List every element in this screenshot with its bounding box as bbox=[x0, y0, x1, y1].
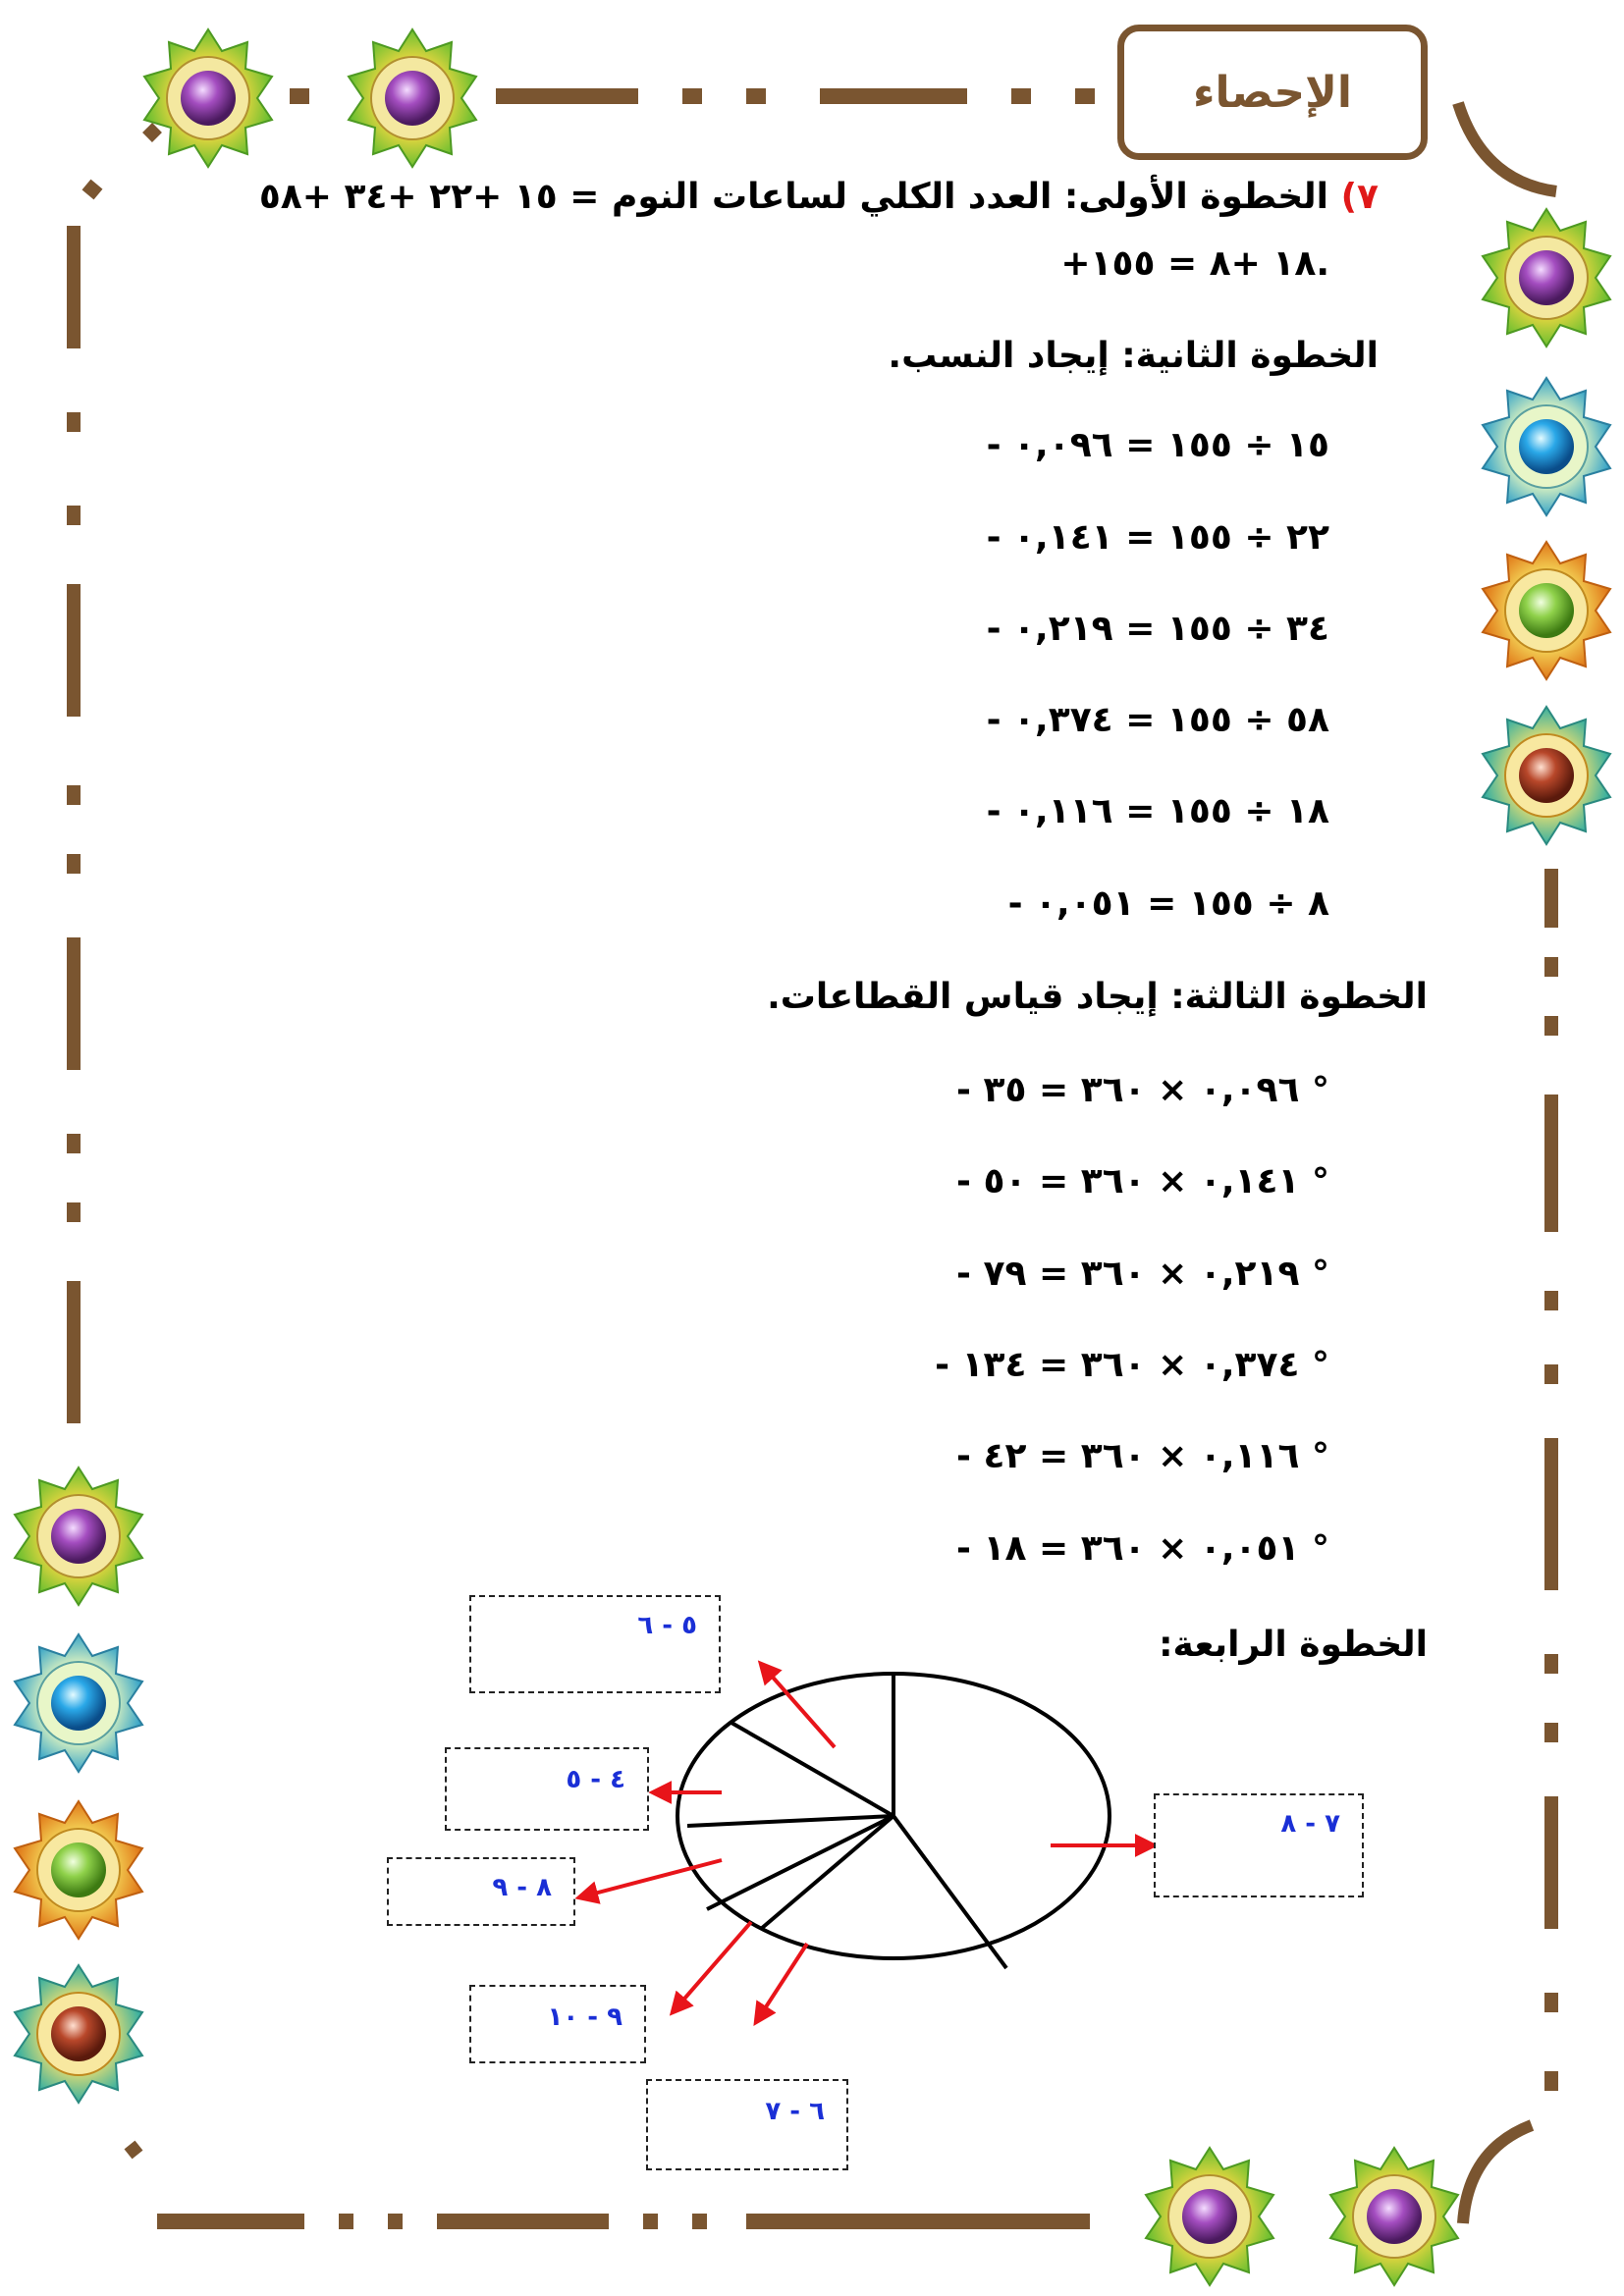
page-title: الإحصاء bbox=[1193, 67, 1352, 118]
slice-label-box bbox=[469, 1595, 721, 1693]
slice-label: ٨ - ٩ bbox=[492, 1873, 552, 1902]
slice-label-box bbox=[469, 1985, 646, 2063]
slice-label-box bbox=[1154, 1793, 1364, 1897]
angle-line: - ٠,١١٦ × ٣٦٠ = ٤٢ ° bbox=[956, 1436, 1329, 1476]
angle-line: - ٠,٠٩٦ × ٣٦٠ = ٣٥ ° bbox=[956, 1070, 1329, 1110]
slice-label-box bbox=[445, 1747, 649, 1831]
arrow-icon bbox=[761, 1664, 835, 1747]
slice-label: ٦ - ٧ bbox=[765, 2097, 825, 2126]
slice-label: ٥ - ٦ bbox=[637, 1611, 697, 1640]
problem-number: ٧) bbox=[1340, 177, 1379, 217]
arrow-icon bbox=[673, 1922, 751, 2012]
ratio-line: - ٨ ÷ ١٥٥ = ٠,٠٥١ bbox=[1007, 883, 1329, 924]
slice-label: ٤ - ٥ bbox=[566, 1765, 625, 1794]
ratio-line: - ١٥ ÷ ١٥٥ = ٠,٠٩٦ bbox=[986, 425, 1329, 465]
step1-text: الخطوة الأولى: العدد الكلي لساعات النوم = ١٥ +٢٢ +٣٤ +٥٨ bbox=[258, 177, 1329, 217]
arrow-icon bbox=[756, 1944, 807, 2022]
angle-line: - ٠,٢١٩ × ٣٦٠ = ٧٩ ° bbox=[956, 1254, 1329, 1294]
slice-label-box bbox=[646, 2079, 848, 2170]
slice-label: ٩ - ١٠ bbox=[547, 2002, 623, 2032]
step4-heading: الخطوة الرابعة: bbox=[1159, 1625, 1428, 1665]
ratio-line: - ٥٨ ÷ ١٥٥ = ٠,٣٧٤ bbox=[986, 700, 1329, 740]
ratio-line: - ٣٤ ÷ ١٥٥ = ٠,٢١٩ bbox=[986, 609, 1329, 649]
step3-heading: الخطوة الثالثة: إيجاد قياس القطاعات. bbox=[767, 977, 1428, 1017]
angle-line: - ٠,١٤١ × ٣٦٠ = ٥٠ ° bbox=[956, 1161, 1329, 1201]
step1-line2: +١٨ +٨ = ١٥٥. bbox=[1060, 243, 1329, 284]
slice-label: ٧ - ٨ bbox=[1280, 1809, 1340, 1839]
slice-label-box bbox=[387, 1857, 575, 1926]
pie-arrows bbox=[579, 1664, 1154, 2022]
ratio-line: - ٢٢ ÷ ١٥٥ = ٠,١٤١ bbox=[986, 517, 1329, 558]
ratio-line: - ١٨ ÷ ١٥٥ = ٠,١١٦ bbox=[986, 791, 1329, 831]
angle-line: - ٠,٠٥١ × ٣٦٠ = ١٨ ° bbox=[956, 1528, 1329, 1569]
step2-heading: الخطوة الثانية: إيجاد النسب. bbox=[888, 336, 1379, 376]
angle-line: - ٠,٣٧٤ × ٣٦٠ = ١٣٤ ° bbox=[935, 1345, 1329, 1385]
